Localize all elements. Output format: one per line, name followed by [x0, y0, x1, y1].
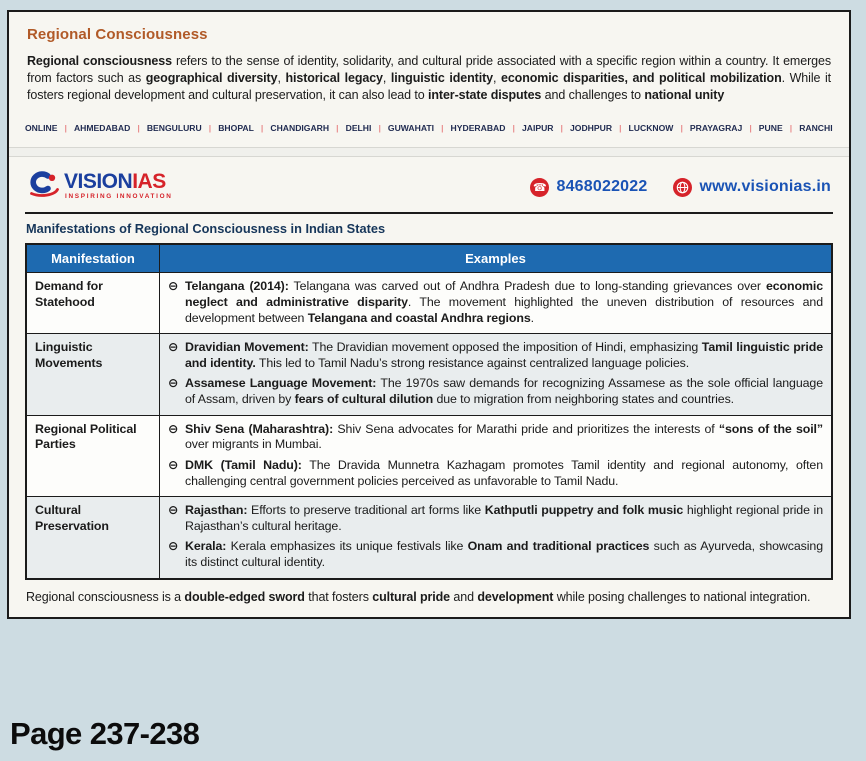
wordmark-ias: IAS: [132, 170, 166, 194]
city-label: HYDERABAD: [450, 123, 506, 134]
example-item: ⊖ Telangana (2014): Telangana was carved out of Andhra Pradesh due to long-standing grievances over economic neglect and administrative disparity. The movement highlighted the uneven distribution of resources and development between Telangana and coastal Andhra regions.: [168, 278, 824, 325]
city-label: CHANDIGARH: [270, 123, 330, 134]
city-label: GUWAHATI: [387, 123, 435, 134]
circle-bullet-icon: ⊖: [168, 375, 179, 391]
circle-bullet-icon: ⊖: [168, 278, 179, 294]
example-item: ⊖ Kerala: Kerala emphasizes its unique festivals like Onam and traditional practices such as Ayurveda, showcasing its distinct cultural identity.: [168, 538, 823, 569]
circle-bullet-icon: ⊖: [168, 456, 179, 472]
section-title: Manifestations of Regional Consciousness in Indian States: [26, 221, 386, 237]
eye-swirl-icon: [27, 171, 61, 203]
table-header-row: [26, 244, 832, 273]
city-label: AHMEDABAD: [73, 123, 131, 134]
visionias-logo: [27, 171, 173, 203]
globe-icon: [673, 178, 692, 197]
example-item: ⊖ Shiv Sena (Maharashtra): Shiv Sena advocates for Marathi pride and prioritizes the interests of “sons of the soil” over migrants in Mumbai.: [168, 420, 823, 452]
city-label: JODHPUR: [570, 123, 613, 134]
brand-wordmark: [64, 171, 173, 200]
manifestations-table: [25, 243, 833, 579]
example-item: ⊖ Rajasthan: Efforts to preserve traditional art forms like Kathputli puppetry and folk music highlight regional pride in Rajasthan’s cultural heritage.: [168, 502, 823, 533]
phone-contact[interactable]: [530, 178, 647, 197]
page-number-label: Page 237-238: [10, 716, 200, 751]
example-item: ⊖ Dravidian Movement: The Dravidian movement opposed the imposition of Hindi, emphasizing Tamil linguistic pride and identity. This led to Tamil Nadu’s strong resistance against centralized language policies.: [168, 339, 824, 370]
city-label: JAIPUR: [521, 123, 554, 134]
conclusion-paragraph: Regional consciousness is a double-edged sword that fosters cultural pride and development while posing challenges to national integration.: [26, 589, 811, 604]
city-label: RANCHI: [799, 123, 833, 134]
circle-bullet-icon: ⊖: [168, 420, 179, 436]
circle-bullet-icon: ⊖: [168, 502, 179, 518]
brand-header-row: [25, 169, 833, 203]
city-label: BENGULURU: [146, 123, 202, 134]
table-row: [26, 334, 832, 416]
table-row: [26, 273, 832, 334]
city-label: PUNE: [758, 123, 783, 134]
city-label: BHOPAL: [218, 123, 254, 134]
table-row: [26, 415, 832, 497]
page-title: Regional Consciousness: [27, 26, 208, 43]
manifestation-cell: Linguistic Movements: [26, 334, 160, 416]
cities-strip: ONLINE | AHMEDABAD | BENGULURU | BHOPAL | CHANDIGARH | DELHI | GUWAHATI | HYDERABAD | JAIPUR | JODHPUR | LUCKNOW | PRAYAGRAJ | PUNE | RANCHI: [25, 123, 833, 134]
city-label: LUCKNOW: [628, 123, 674, 134]
example-item: ⊖ Assamese Language Movement: The 1970s saw demands for recognizing Assamese as the sole official language of Assam, driven by fears of cultural dilution due to migration from neighboring states and countries.: [168, 375, 823, 406]
page-break-seam: [9, 147, 849, 157]
contact-block: [530, 178, 831, 197]
examples-cell: [160, 334, 833, 416]
example-item: ⊖ DMK (Tamil Nadu): The Dravida Munnetra Kazhagam promotes Tamil identity and regional autonomy, often challenging central government policies perceived as unfavorable to Tamil Nadu.: [168, 456, 823, 488]
examples-cell: [160, 497, 833, 579]
circle-bullet-icon: ⊖: [168, 538, 179, 554]
website-url: www.visionias.in: [699, 178, 831, 196]
intro-paragraph: Regional consciousness refers to the sense of identity, solidarity, and cultural pride associated with a specific region within a country. It emerges from factors such as geographical diversity, historical legacy, linguistic identity, economic disparities, and political mobilization. While it fosters regional development and cultural preservation, it can also lead to inter-state disputes and challenges to national unity: [27, 54, 832, 102]
circle-bullet-icon: ⊖: [168, 339, 179, 355]
page-one-section: [9, 12, 849, 147]
table-row: [26, 497, 832, 579]
examples-cell: [160, 273, 833, 334]
city-label: DELHI: [345, 123, 372, 134]
website-link[interactable]: [673, 178, 831, 197]
manifestation-cell: Cultural Preservation: [26, 497, 160, 579]
phone-icon: ☎: [530, 178, 549, 197]
city-label: PRAYAGRAJ: [689, 123, 743, 134]
column-header-manifestation: Manifestation: [26, 244, 160, 273]
phone-number: 8468022022: [556, 178, 648, 196]
examples-cell: [160, 415, 833, 497]
column-header-examples: Examples: [160, 244, 833, 273]
divider-rule: [25, 212, 833, 214]
manifestation-cell: Demand for Statehood: [26, 273, 160, 334]
wordmark-vision: VISION: [64, 170, 133, 194]
document-page: [7, 10, 851, 619]
page-two-section: [9, 157, 849, 617]
manifestation-cell: Regional Political Parties: [26, 415, 160, 497]
brand-tagline: INSPIRING INNOVATION: [65, 193, 173, 201]
city-label: ONLINE: [25, 123, 58, 134]
